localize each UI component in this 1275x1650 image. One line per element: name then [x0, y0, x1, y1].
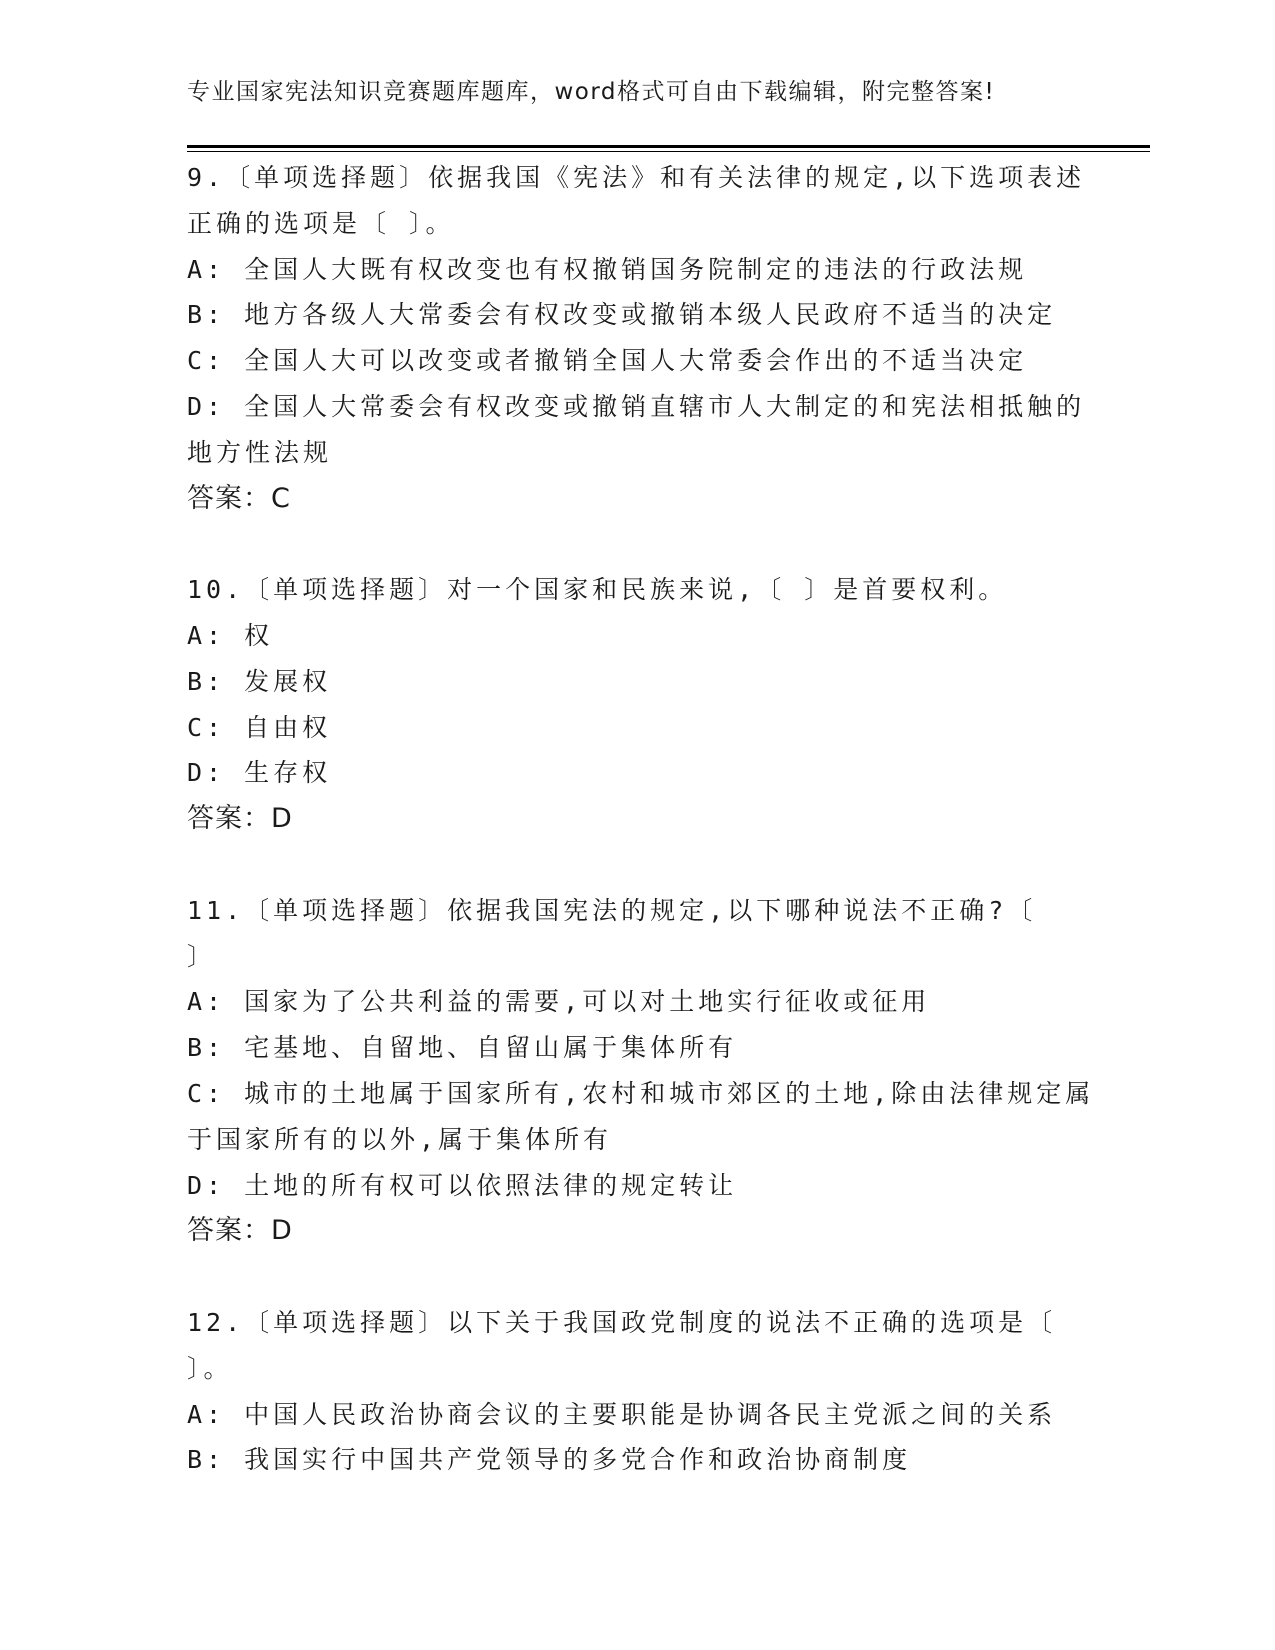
- option-d-continued: 地方性法规: [187, 437, 333, 467]
- answer-label: 答案：C: [187, 482, 291, 514]
- option-b: B: 我国实行中国共产党领导的多党合作和政治协商制度: [187, 1445, 912, 1475]
- option-b: B: 发展权: [187, 666, 332, 696]
- option-d: D: 生存权: [187, 758, 332, 788]
- question-stem: 9.〔单项选择题〕依据我国《宪法》和有关法律的规定,以下选项表述: [187, 163, 1086, 192]
- option-a: A: 权: [187, 620, 274, 650]
- option-b: B: 宅基地、自留地、自留山属于集体所有: [187, 1033, 738, 1063]
- question-9: [187, 155, 1087, 521]
- question-list: [187, 155, 1095, 1529]
- question-stem: 11.〔单项选择题〕依据我国宪法的规定,以下哪种说法不正确?〔: [187, 895, 1037, 925]
- question-11: [187, 888, 1095, 1254]
- question-stem: 〕。: [187, 1353, 233, 1383]
- answer-label: 答案：D: [187, 1215, 293, 1247]
- header-rule-thin: [187, 151, 1150, 152]
- option-c: C: 全国人大可以改变或者撤销全国人大常委会作出的不适当决定: [187, 346, 1028, 376]
- question-10: [187, 567, 1087, 842]
- option-d: D: 土地的所有权可以依照法律的规定转让: [187, 1170, 738, 1200]
- option-b: B: 地方各级人大常委会有权改变或撤销本级人民政府不适当的决定: [187, 300, 1057, 330]
- header-rule-thick: [187, 145, 1150, 148]
- answer-label: 答案：D: [187, 803, 293, 835]
- option-a: A: 全国人大既有权改变也有权撤销国务院制定的违法的行政法规: [187, 254, 1028, 284]
- question-stem: 10.〔单项选择题〕对一个国家和民族来说,〔 〕是首要权利。: [187, 575, 1008, 605]
- option-c: C: 自由权: [187, 712, 332, 742]
- option-a: A: 国家为了公共利益的需要,可以对土地实行征收或征用: [187, 987, 931, 1017]
- option-a: A: 中国人民政治协商会议的主要职能是协调各民主党派之间的关系: [187, 1399, 1057, 1429]
- option-d: D: 全国人大常委会有权改变或撤销直辖市人大制定的和宪法相抵触的: [187, 391, 1086, 421]
- question-stem: 正确的选项是〔 〕。: [187, 208, 455, 238]
- question-stem: 12.〔单项选择题〕以下关于我国政党制度的说法不正确的选项是〔: [187, 1307, 1057, 1337]
- option-c: C: 城市的土地属于国家所有,农村和城市郊区的土地,除由法律规定属: [187, 1078, 1095, 1108]
- page-header: 专业国家宪法知识竞赛题库题库，word格式可自由下载编辑，附完整答案!: [187, 79, 996, 105]
- option-c-continued: 于国家所有的以外,属于集体所有: [187, 1124, 613, 1154]
- question-stem: 〕: [187, 941, 217, 971]
- question-12: [187, 1300, 1087, 1483]
